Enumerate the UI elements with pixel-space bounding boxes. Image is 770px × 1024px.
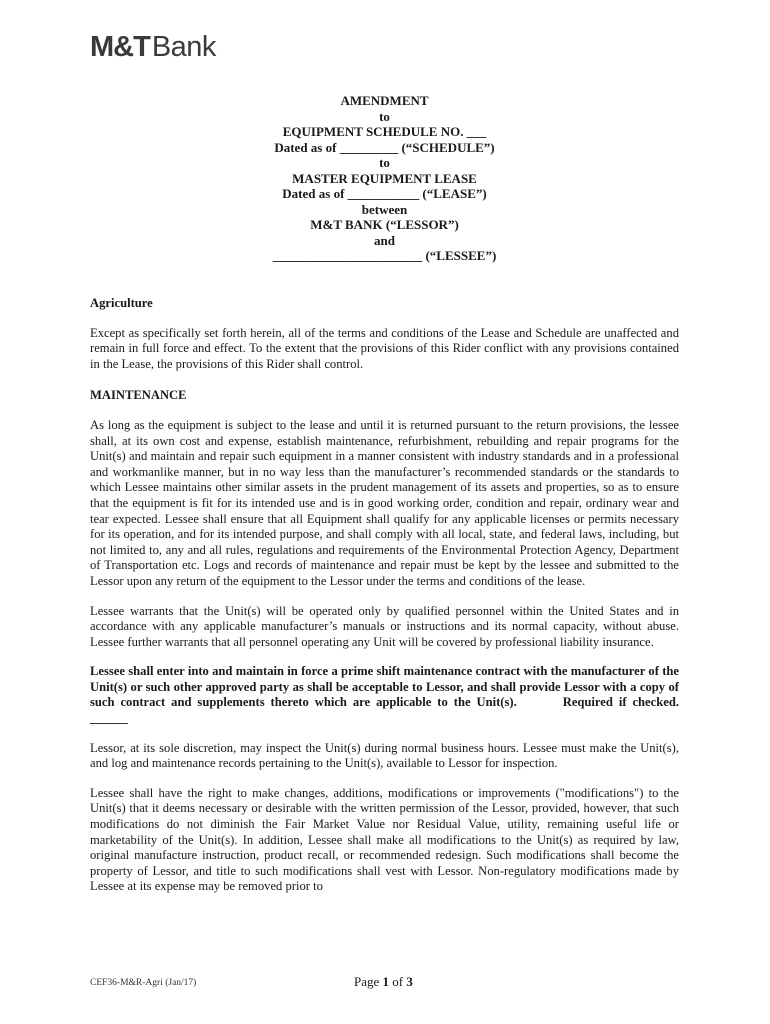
required-if-checked-field[interactable]: Required if checked. ______	[90, 695, 679, 726]
title-line: M&T BANK (“LESSOR”)	[310, 217, 459, 232]
paragraph-maintenance-modifications: Lessee shall have the right to make changes, additions, modifications or improvements ("modifications") to the Unit(s) that it deems necessary or desirable with the written permission of the Lessor, provided, however, that such modifications do not diminish the Fair Market Value nor Residual Value, utility, remaining useful life or marketability of the Unit(s). In addition, Lessee shall make all modifications to the Unit(s) as required by law, original manufacture instruction, product recall, or recommended redesign. Such modifications shall become the property of Lessor, and title to such modifications shall vest with Lessor. Non-regulatory modifications made by Lessee at its expense may be removed prior to	[90, 785, 679, 894]
title-line: to	[379, 155, 390, 170]
paragraph-maintenance-1: As long as the equipment is subject to the lease and until it is returned pursuant to the return provisions, the lessee shall, at its own cost and expense, establish maintenance, refurbishment, rebuilding and repair programs for the Unit(s) and maintain and repair such equipment in a manner consistent with industry standards and in a professional and workmanlike manner, but in no way less than the manufacturer’s recommended standards or the standards to which Lessee maintains other similar assets in the prudent management of its assets and properties, so as to ensure that the equipment is fit for its intended use and is in good working order, condition and repair, ordinary wear and tear expected. Lessee shall ensure that all Equipment shall qualify for any applicable licenses or permits necessary for its operation, and for its intended purpose, and shall comply with all local, state, and federal laws, including, but not limited to, any and all rules, regulations and requirements of the Environmental Protection Agency, Department of Transportation etc. Logs and records of maintenance and repair must be kept by the lessee and submitted to the Lessor upon any return of the equipment to the Lessor under the terms and conditions of the lease.	[90, 417, 679, 588]
page-current: 1	[382, 974, 390, 989]
paragraph-maintenance-inspection: Lessor, at its sole discretion, may inspect the Unit(s) during normal business hours. Lessee must make the Unit(s), and log and maintenance records pertaining to the Unit(s), available to Lessor for inspection.	[90, 740, 679, 771]
document-title-block	[90, 93, 679, 264]
paragraph-maintenance-2: Lessee warrants that the Unit(s) will be operated only by qualified personnel within the United States and in accordance with any applicable manufacturer’s manuals or instructions and its normal capacity, without abuse. Lessee further warrants that all personnel operating any Unit will be covered by professional liability insurance.	[90, 603, 679, 649]
page-total: 3	[406, 974, 413, 989]
title-line: EQUIPMENT SCHEDULE NO. ___	[282, 124, 487, 139]
title-line: between	[361, 201, 408, 217]
title-line: MASTER EQUIPMENT LEASE	[292, 170, 477, 186]
document-body	[90, 296, 679, 895]
title-line: Dated as of ___________ (“LEASE”)	[282, 186, 487, 201]
section-heading-agriculture: Agriculture	[90, 296, 153, 310]
logo-mark: M&T	[90, 31, 150, 63]
page-prefix: Page	[354, 974, 380, 989]
title-line: and	[374, 232, 395, 248]
section-heading-maintenance: MAINTENANCE	[90, 388, 187, 403]
title-line: _______________________ (“LESSEE”)	[272, 248, 497, 263]
footer-form-id: CEF36-M&R-Agri (Jan/17)	[90, 978, 197, 988]
page-of: of	[392, 974, 404, 989]
logo-wordmark: Bank	[151, 31, 216, 63]
bank-logo	[90, 30, 216, 64]
title-line: AMENDMENT	[340, 93, 429, 108]
title-line: Dated as of _________ (“SCHEDULE”)	[274, 139, 495, 155]
page-number	[354, 974, 413, 990]
title-line: to	[379, 108, 390, 124]
maintenance-contract-text: Lessee shall enter into and maintain in force a prime shift maintenance contract with the manufacturer of the Unit(s) or such other approved party as shall be acceptable to Lessor, and shall provide Lessor with a copy of such contract and supplements thereto which are applicable to the Unit(s).	[90, 664, 679, 710]
paragraph-agriculture: Except as specifically set forth herein, all of the terms and conditions of the Lease and Schedule are unaffected and remain in full force and effect. To the extent that the provisions of this Rider conflict with any provisions contained in the Lease, the provisions of this Rider shall control.	[90, 325, 679, 371]
paragraph-maintenance-contract	[90, 664, 679, 726]
